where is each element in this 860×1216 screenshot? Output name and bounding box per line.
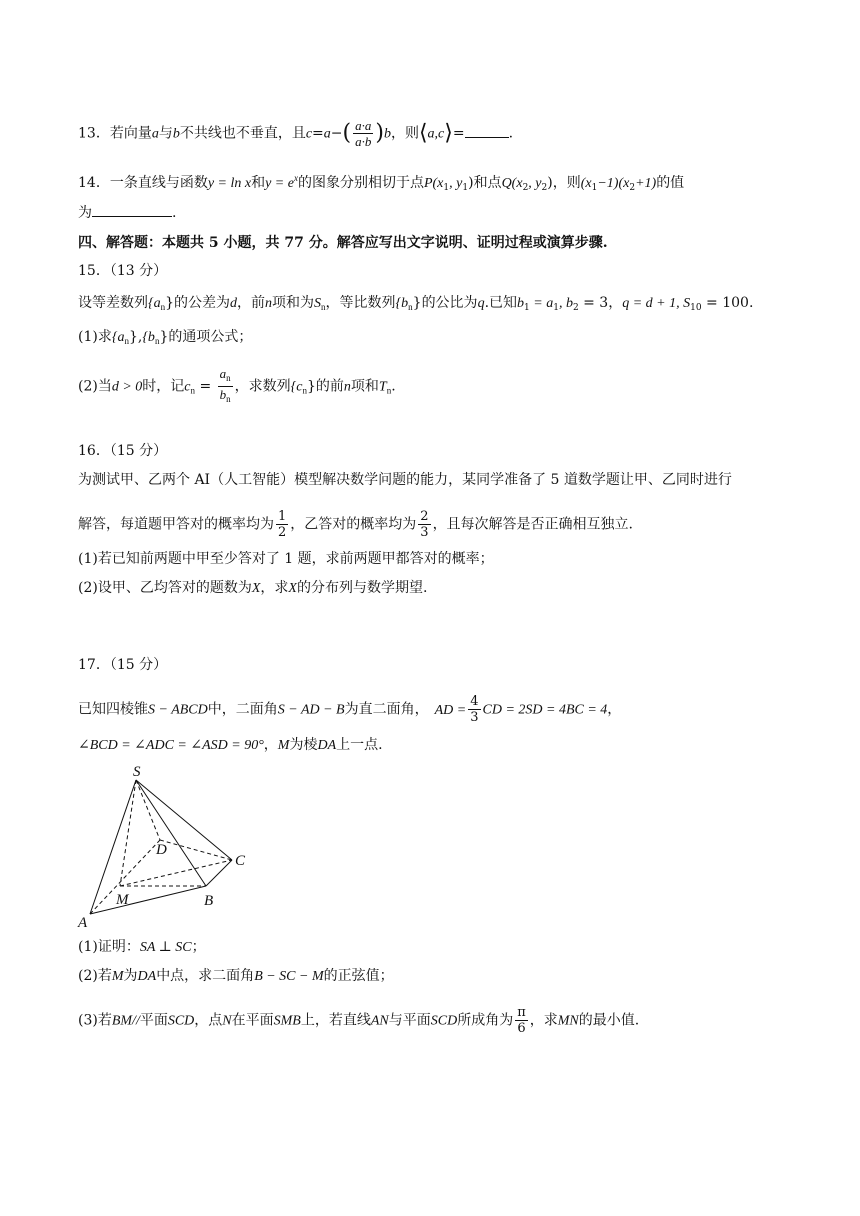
plane-scd: SCD	[430, 1013, 458, 1029]
text: 设等差数列	[78, 295, 148, 311]
edge-bc	[206, 860, 232, 886]
text: 为	[123, 968, 138, 984]
text: 时，记	[142, 378, 185, 395]
fraction	[218, 366, 233, 407]
pyramid-figure	[70, 760, 270, 935]
text: 不共线也不垂直，且	[179, 125, 306, 142]
text: 与	[158, 125, 173, 142]
question-17-header: 17．（15 分）	[78, 657, 168, 673]
question-number: 13．	[78, 125, 110, 142]
period: .	[748, 295, 754, 311]
text: 与平面	[388, 1012, 431, 1029]
brace: }	[306, 378, 316, 395]
brace: }	[128, 329, 138, 345]
comma: ,	[137, 329, 143, 345]
point-q: Q(x	[501, 176, 523, 191]
var-n: n	[265, 296, 273, 311]
text: ，且每次解答是否正确相互独立.	[432, 516, 634, 533]
vector-a: a	[323, 126, 331, 142]
vector-a: a	[151, 126, 159, 142]
label-b: B	[204, 893, 214, 909]
text: 已知四棱锥	[78, 701, 148, 718]
pyramid-name: S − ABCD	[148, 702, 208, 718]
text: 项和为	[272, 295, 315, 311]
question-16-header: 16．（15 分）	[78, 443, 168, 459]
edge-ab	[90, 886, 206, 914]
fraction-denominator	[218, 387, 233, 407]
text: ，乙答对的概率均为	[290, 516, 417, 533]
text: 的前	[315, 378, 344, 395]
subscript: 2	[522, 183, 529, 193]
condition: , b	[558, 296, 573, 311]
text: 上，若直线	[300, 1012, 371, 1029]
var-m: M	[111, 969, 124, 984]
text: 一条直线与函数	[109, 175, 208, 191]
subscript: n	[124, 336, 129, 346]
question-16-part2	[78, 578, 427, 599]
condition: q = d + 1, S	[622, 296, 691, 311]
edge-sc	[136, 780, 232, 860]
text: ，前	[237, 295, 266, 311]
plane-smb: SMB	[273, 1013, 301, 1029]
var-x: X	[251, 581, 261, 596]
text: 的正弦值；	[323, 968, 394, 984]
label-m: M	[116, 892, 129, 908]
question-13	[78, 118, 513, 149]
paren-right: )	[375, 120, 384, 146]
point-p: , y	[449, 176, 463, 191]
label-d: D	[156, 842, 167, 858]
fraction-numerator: 4	[470, 694, 479, 709]
equals: =	[452, 125, 465, 142]
text: ，求	[260, 580, 289, 596]
angle-right: ⟩	[444, 120, 453, 146]
segment-mn: MN	[557, 1013, 579, 1029]
text: 解答，每道题甲答对的概率均为	[78, 516, 274, 533]
subscript: 1	[524, 303, 530, 313]
text: ，则	[390, 125, 419, 142]
sequence-b: {b	[142, 330, 155, 345]
period: .	[508, 125, 514, 142]
text: ，等比数列	[325, 295, 396, 311]
question-number: 14．	[78, 175, 110, 191]
text: (2)当	[78, 378, 112, 395]
equation: CD = 2SD = 4BC = 4	[482, 702, 608, 718]
question-16-stem-1: 为测试甲、乙两个 AI（人工智能）模型解决数学问题的能力，某同学准备了 5 道数学题让甲、乙同时进行	[78, 472, 732, 488]
plane-scd: SCD	[167, 1013, 195, 1029]
subscript: n	[321, 302, 326, 312]
subscript: n	[302, 385, 307, 396]
minus: −	[330, 125, 343, 142]
section-header: 四、解答题：本题共 5 小题，共 77 分。解答应写出文字说明、证明过程或演算步骤.	[78, 235, 608, 251]
sequence-a: {a	[111, 330, 125, 345]
text: 和点	[473, 175, 502, 191]
subscript: 2	[629, 183, 636, 193]
subscript: 2	[572, 303, 579, 313]
equals: =	[312, 125, 324, 142]
question-17-part2	[78, 966, 394, 987]
text: .已知	[484, 295, 518, 311]
edge-sa	[90, 780, 136, 914]
text: 为直二面角，	[344, 701, 429, 718]
paren-left: (	[342, 120, 352, 146]
subscript: n	[386, 385, 392, 396]
fraction-denominator: 3	[420, 525, 429, 540]
text: 为棱	[289, 737, 318, 753]
edge-sb	[136, 780, 206, 886]
subscript: 1	[591, 183, 598, 193]
expression: +1)	[635, 176, 657, 191]
fraction-denominator: 3	[470, 710, 479, 725]
fraction-numerator: 2	[420, 509, 429, 524]
condition: = 3	[578, 295, 609, 311]
vector-b: b	[383, 126, 391, 142]
function-ln: y = ln x	[207, 176, 252, 191]
answer-blank[interactable]	[465, 123, 509, 138]
subscript: n	[226, 373, 231, 383]
var-m: M	[277, 738, 290, 753]
text: 的最小值.	[578, 1012, 640, 1029]
condition: = 100	[701, 295, 749, 311]
fraction-numerator: 1	[278, 509, 287, 524]
expression: (x	[580, 176, 592, 191]
fraction-numerator: π	[517, 1005, 526, 1020]
text: (2)设甲、乙均答对的题数为	[78, 580, 252, 596]
text: (1)证明：	[78, 939, 140, 955]
fraction-pi-over-6	[515, 1005, 528, 1036]
var-q: q	[477, 296, 485, 311]
angle-equation: ∠BCD = ∠ADC = ∠ASD = 90°	[78, 738, 264, 753]
subscript: n	[160, 302, 166, 312]
subscript: n	[190, 385, 196, 396]
var-x: X	[288, 581, 297, 596]
sequence-a: {a	[148, 296, 161, 311]
subscript: n	[408, 302, 413, 312]
fraction-denominator: a·b	[355, 134, 372, 149]
question-15-stem	[78, 293, 753, 318]
text: 的值	[656, 175, 685, 191]
var-n: n	[343, 379, 351, 395]
period: .	[391, 378, 396, 395]
point-q: , y	[528, 176, 542, 191]
answer-blank[interactable]	[92, 202, 172, 217]
question-17-part3	[78, 1005, 639, 1036]
text: (1)求	[78, 329, 112, 345]
question-16-part1: (1)若已知前两题中甲至少答对了 1 题，求前两题甲都答对的概率；	[78, 551, 494, 567]
question-14	[78, 168, 684, 198]
brace: }	[165, 295, 175, 311]
fraction-one-half	[276, 509, 288, 540]
function-exp: y = e	[265, 176, 294, 191]
fraction-denominator: 6	[517, 1021, 526, 1036]
text: (2)若	[78, 968, 112, 984]
period: .	[172, 205, 177, 221]
point-p: )	[468, 175, 474, 191]
text: 中，二面角	[207, 701, 278, 718]
edge-mc	[120, 860, 232, 886]
text: 所成角为	[457, 1012, 514, 1029]
subscript: n	[226, 394, 231, 404]
text: 的公比为	[421, 295, 478, 311]
dihedral-angle: S − AD − B	[277, 702, 345, 718]
var-b: b	[219, 387, 227, 402]
label-s: S	[133, 764, 141, 780]
sequence-b: {b	[395, 296, 409, 311]
subscript: 1	[553, 303, 559, 313]
equation: BM//	[111, 1013, 140, 1029]
vector-b: b	[172, 126, 180, 142]
edge-sm	[120, 780, 136, 886]
fraction-numerator: a·a	[355, 118, 372, 133]
expression: −1)(x	[597, 176, 630, 191]
text: 的图象分别相切于点	[297, 175, 424, 191]
edge-da: DA	[317, 738, 337, 753]
var-a: a	[219, 366, 227, 381]
text: ，	[263, 737, 278, 753]
fraction	[353, 118, 373, 149]
text: 上一点.	[336, 737, 383, 753]
edge-dc	[160, 840, 232, 860]
text: 的分布列与数学期望.	[296, 580, 428, 596]
question-17-part1	[78, 937, 206, 958]
text: 在平面	[231, 1012, 274, 1029]
fraction-denominator: 2	[278, 525, 287, 540]
point-q: )	[547, 175, 553, 191]
text: ，求数列	[234, 378, 291, 395]
text: 平面	[139, 1012, 168, 1029]
subscript: 1	[462, 183, 469, 193]
label-c: C	[235, 853, 246, 869]
superscript: x	[293, 173, 298, 183]
text: 和	[251, 175, 266, 191]
text: 若向量	[109, 125, 152, 142]
equation: SA ⊥ SC	[139, 940, 192, 955]
line-an: AN	[370, 1013, 389, 1029]
var-n: N	[222, 1013, 232, 1029]
text: 为	[78, 205, 92, 221]
text: ，则	[552, 175, 581, 191]
condition: b	[517, 296, 525, 311]
angle-expr: a,c	[427, 126, 445, 142]
dihedral-angle: B − SC − M	[254, 969, 324, 984]
condition: = a	[529, 296, 554, 311]
question-14-cont	[78, 202, 176, 223]
question-17-stem-1	[78, 694, 621, 725]
fraction-numerator	[218, 366, 233, 387]
label-a: A	[78, 915, 88, 931]
fraction-four-thirds	[468, 694, 480, 725]
question-15-part2	[78, 366, 396, 407]
question-15-header: 15．（13 分）	[78, 263, 168, 279]
edge-da: DA	[137, 969, 157, 984]
subscript: n	[154, 336, 160, 346]
equation: AD =	[434, 702, 467, 718]
question-15-part1	[78, 327, 252, 351]
brace: }	[412, 295, 422, 311]
point-p: P(x	[423, 176, 444, 191]
vector-c: c	[305, 126, 313, 142]
var-s: S	[314, 296, 322, 311]
sequence-c: {c	[290, 379, 303, 395]
text: 项和	[350, 378, 379, 395]
text: ，点	[194, 1012, 223, 1029]
angle-left: ⟨	[418, 120, 428, 146]
var-c: c	[184, 379, 191, 395]
text: (3)若	[78, 1012, 112, 1029]
text: ，	[608, 295, 623, 311]
var-t: T	[378, 379, 387, 395]
text: 的通项公式；	[168, 329, 253, 345]
equals: =	[195, 378, 216, 395]
text: ，	[607, 701, 622, 718]
brace: }	[159, 329, 169, 345]
subscript: 1	[443, 183, 450, 193]
subscript: 2	[541, 183, 548, 193]
text: 中点，求二面角	[156, 968, 255, 984]
subscript: 10	[690, 303, 702, 313]
text: 的公差为	[174, 295, 231, 311]
question-17-stem-2	[78, 735, 383, 756]
question-16-stem-2	[78, 509, 633, 540]
text: ，求	[529, 1012, 558, 1029]
var-d: d	[230, 296, 238, 311]
text: ；	[191, 939, 206, 955]
condition: d > 0	[111, 379, 143, 395]
fraction-two-thirds	[418, 509, 430, 540]
